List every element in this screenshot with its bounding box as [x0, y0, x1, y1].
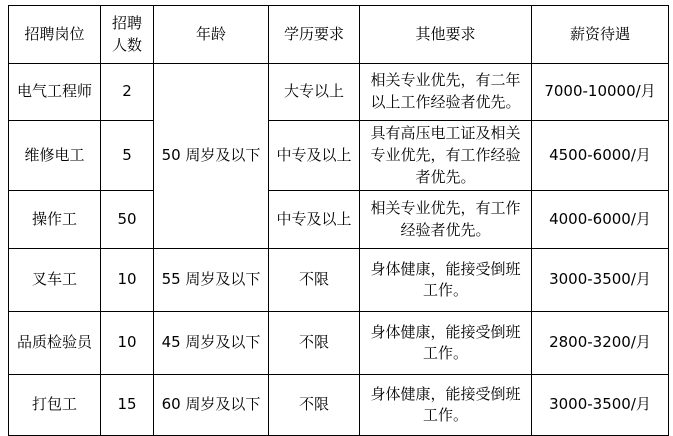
- table-row: [9, 121, 669, 191]
- count-cell: 50: [101, 191, 154, 249]
- other-cell: 具有高压电工证及相关专业优先，有工作经验者优先。: [360, 121, 532, 191]
- age-cell-merged: 50 周岁及以下: [154, 64, 269, 249]
- other-cell: 身体健康，能接受倒班工作。: [360, 312, 532, 375]
- education-cell: 中专及以上: [269, 121, 360, 191]
- education-cell: 不限: [269, 312, 360, 375]
- other-cell: 相关专业优先，有工作经验者优先。: [360, 191, 532, 249]
- header-cell-other: 其他要求: [360, 6, 532, 64]
- other-cell: 身体健康，能接受倒班工作。: [360, 375, 532, 436]
- table-row: [9, 312, 669, 375]
- salary-cell: 2800-3200/月: [532, 312, 669, 375]
- education-cell: 大专以上: [269, 64, 360, 121]
- education-cell: 中专及以上: [269, 191, 360, 249]
- education-cell: 不限: [269, 375, 360, 436]
- position-cell: 叉车工: [9, 249, 101, 312]
- position-cell: 电气工程师: [9, 64, 101, 121]
- table-row: [9, 191, 669, 249]
- count-cell: 10: [101, 249, 154, 312]
- position-cell: 操作工: [9, 191, 101, 249]
- age-cell: 60 周岁及以下: [154, 375, 269, 436]
- other-cell: 身体健康，能接受倒班工作。: [360, 249, 532, 312]
- count-cell: 5: [101, 121, 154, 191]
- recruitment-table: [8, 5, 669, 436]
- age-cell: 45 周岁及以下: [154, 312, 269, 375]
- table-row: [9, 64, 669, 121]
- salary-cell: 3000-3500/月: [532, 249, 669, 312]
- count-cell: 10: [101, 312, 154, 375]
- header-cell-education: 学历要求: [269, 6, 360, 64]
- count-cell: 2: [101, 64, 154, 121]
- header-cell-position: 招聘岗位: [9, 6, 101, 64]
- salary-cell: 4000-6000/月: [532, 191, 669, 249]
- salary-cell: 4500-6000/月: [532, 121, 669, 191]
- table-row: [9, 249, 669, 312]
- header-cell-age: 年龄: [154, 6, 269, 64]
- salary-cell: 7000-10000/月: [532, 64, 669, 121]
- age-cell: 55 周岁及以下: [154, 249, 269, 312]
- count-cell: 15: [101, 375, 154, 436]
- table-row: [9, 375, 669, 436]
- salary-cell: 3000-3500/月: [532, 375, 669, 436]
- header-cell-count: 招聘人数: [101, 6, 154, 64]
- position-cell: 打包工: [9, 375, 101, 436]
- position-cell: 维修电工: [9, 121, 101, 191]
- header-cell-salary: 薪资待遇: [532, 6, 669, 64]
- position-cell: 品质检验员: [9, 312, 101, 375]
- other-cell: 相关专业优先，有二年以上工作经验者优先。: [360, 64, 532, 121]
- header-row: [9, 6, 669, 64]
- education-cell: 不限: [269, 249, 360, 312]
